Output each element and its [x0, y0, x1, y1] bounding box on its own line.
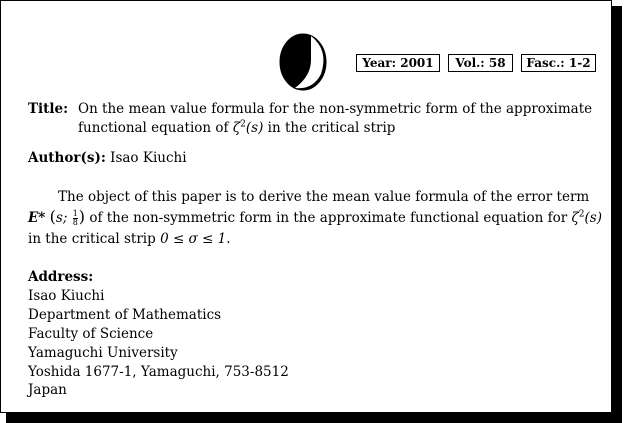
abstract-zeta: ζ	[571, 210, 579, 226]
error-term-s: s;	[55, 210, 68, 226]
address-line: Yoshida 1677-1, Yamaguchi, 753-8512	[28, 364, 289, 380]
author-line	[28, 149, 187, 168]
fraction	[73, 210, 78, 227]
abstract-line-3	[28, 230, 231, 249]
title-line-2	[78, 119, 395, 138]
address-line: Yamaguchi University	[28, 345, 178, 361]
address-line: Faculty of Science	[28, 326, 154, 342]
abstract-line-3-text: in the critical strip	[28, 231, 161, 247]
address-line: Department of Mathematics	[28, 307, 222, 323]
author-label: Author(s):	[28, 150, 106, 166]
address-line: Isao Kiuchi	[28, 288, 105, 304]
title-line-2-prefix: functional equation of	[78, 120, 233, 136]
title-zeta-exponent: 2	[240, 119, 246, 130]
abstract-line-3-end: .	[226, 231, 231, 247]
abstract-line-1: The object of this paper is to derive the mean value formula of the error term	[58, 189, 590, 205]
author-name: Isao Kiuchi	[110, 150, 187, 166]
page-shadow-right	[612, 6, 622, 421]
address-label: Address:	[28, 269, 94, 285]
title-line-2-suffix: in the critical strip	[263, 120, 396, 136]
year-badge: Year: 2001	[356, 54, 440, 72]
volume-badge: Vol.: 58	[448, 54, 513, 72]
title-zeta-arg: (s)	[245, 120, 264, 136]
abstract-line-2: E* (s; $\frac{1}{8}$ ) of the non-symmetric form in the approximate functional equation for $\zeta^2(s)$	[28, 207, 602, 227]
critical-strip-math: 0 ≤ σ ≤ 1	[160, 231, 227, 247]
fraction-numerator: 1	[72, 209, 78, 218]
abstract-zeta-arg: (s)	[584, 210, 602, 226]
title-line-1: On the mean value formula for the non-symmetric form of the approximate	[78, 101, 593, 117]
abstract-zeta-exponent: 2	[578, 209, 585, 220]
journal-logo-icon	[277, 32, 329, 92]
address-line: Japan	[28, 382, 67, 398]
fascicle-badge: Fasc.: 1-2	[521, 54, 596, 72]
error-term-symbol: E*	[28, 210, 46, 226]
fraction-denominator: 8	[72, 218, 78, 227]
title-zeta: ζ	[232, 120, 241, 136]
abstract-line-2-text: of the non-symmetric form in the approximate functional equation for	[85, 210, 572, 226]
page-shadow-bottom	[6, 413, 622, 423]
title-label: Title:	[28, 101, 69, 117]
